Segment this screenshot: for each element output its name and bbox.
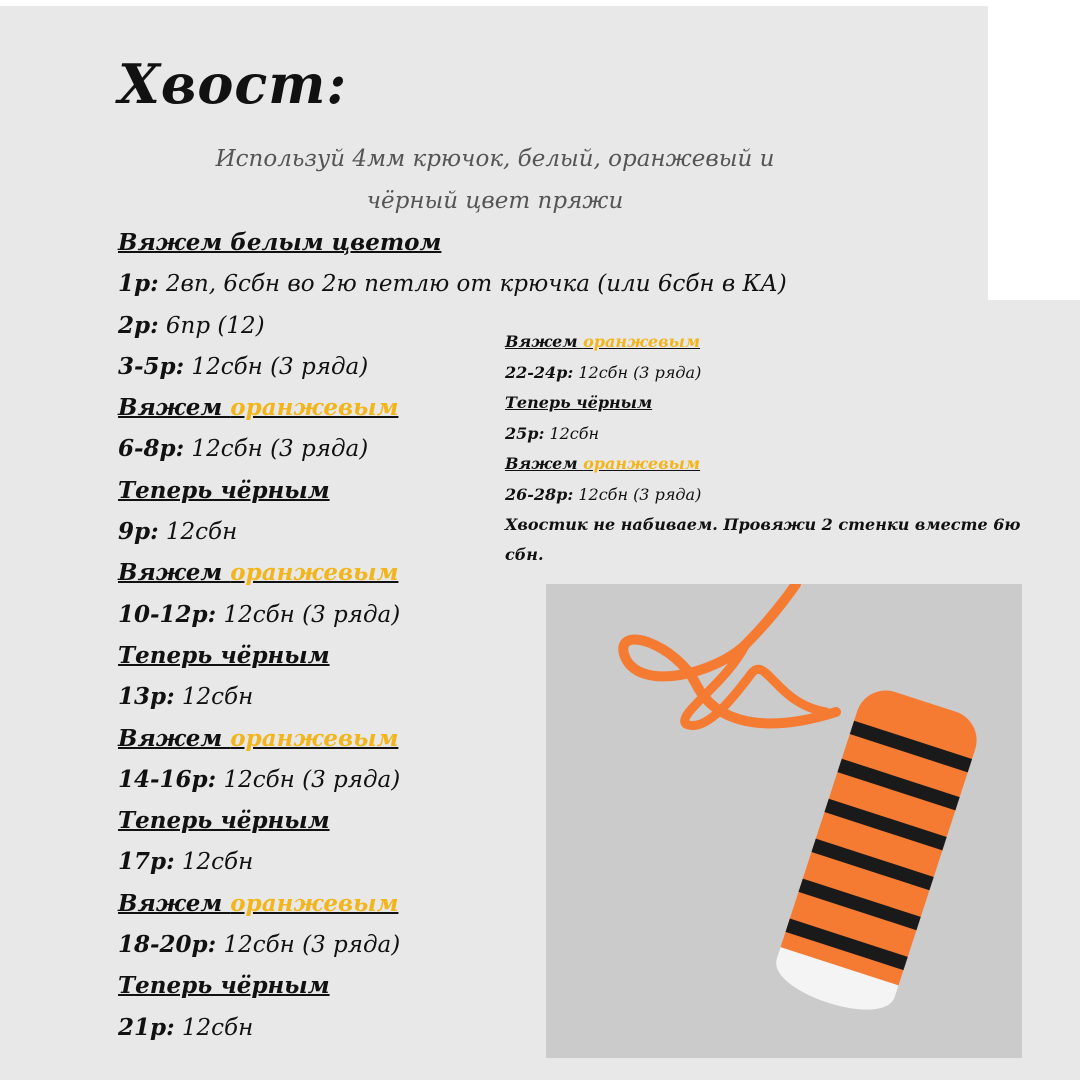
row-text: 12сбн bbox=[158, 519, 238, 546]
row-label: 13р: bbox=[118, 683, 175, 711]
row-text: 12сбн (3 ряда) bbox=[216, 932, 401, 959]
section-header-text: Теперь чёрным bbox=[118, 807, 330, 835]
section-header-orange bbox=[505, 327, 1065, 358]
section-header-prefix: Вяжем bbox=[505, 454, 584, 473]
color-word-orange: оранжевым bbox=[583, 332, 701, 351]
section-header-text bbox=[118, 394, 398, 421]
row-instruction bbox=[505, 358, 1065, 389]
section-header bbox=[505, 388, 1065, 419]
section-header-prefix: Вяжем bbox=[505, 332, 584, 351]
page-title: Хвост: bbox=[118, 52, 348, 116]
section-header-text bbox=[505, 332, 700, 351]
row-text: 12сбн (3 ряда) bbox=[216, 601, 401, 628]
row-label: 3-5р: bbox=[118, 352, 185, 380]
row-label: 25р: bbox=[505, 423, 545, 443]
subtitle bbox=[120, 138, 870, 222]
row-instruction bbox=[505, 480, 1065, 511]
section-header-text bbox=[118, 559, 398, 586]
crochet-tiger-tail-photo bbox=[546, 584, 1022, 1058]
color-word-orange: оранжевым bbox=[230, 559, 399, 587]
section-header-text: Теперь чёрным bbox=[118, 476, 330, 504]
right-instructions bbox=[505, 327, 1065, 570]
row-text: 12сбн (3 ряда) bbox=[184, 353, 369, 380]
section-header-text: Теперь чёрным bbox=[118, 972, 330, 1000]
row-label: 2р: bbox=[118, 311, 159, 339]
section-header bbox=[118, 222, 898, 263]
row-label: 10-12р: bbox=[118, 600, 217, 628]
row-label: 6-8р: bbox=[118, 435, 185, 463]
row-text: 12сбн bbox=[544, 423, 600, 443]
section-header-text bbox=[118, 890, 398, 917]
row-label: 22-24р: bbox=[505, 362, 574, 382]
subtitle-line-2: чёрный цвет пряжи bbox=[366, 188, 624, 214]
section-header-prefix: Вяжем bbox=[118, 889, 231, 917]
section-header-text: Теперь чёрным bbox=[118, 641, 330, 669]
row-text: 12сбн (3 ряда) bbox=[573, 484, 702, 504]
row-label: 14-16р: bbox=[118, 765, 217, 793]
color-word-orange: оранжевым bbox=[583, 454, 701, 473]
row-text: 12сбн bbox=[174, 684, 254, 711]
color-word-orange: оранжевым bbox=[230, 724, 399, 752]
row-label: 18-20р: bbox=[118, 931, 217, 959]
section-header-text bbox=[118, 725, 398, 752]
section-header-prefix: Вяжем bbox=[118, 724, 231, 752]
section-header-prefix: Вяжем bbox=[118, 559, 231, 587]
row-instruction bbox=[505, 419, 1065, 450]
subtitle-line-1: Используй 4мм крючок, белый, оранжевый и bbox=[215, 146, 775, 172]
row-instruction bbox=[118, 263, 898, 304]
finishing-note: Хвостик не набиваем. Провяжи 2 стенки вместе 6ю сбн. bbox=[505, 515, 1021, 564]
row-text: 12сбн bbox=[174, 1014, 254, 1041]
row-text: 12сбн (3 ряда) bbox=[184, 436, 369, 463]
row-label: 26-28р: bbox=[505, 484, 574, 504]
row-label: 21р: bbox=[118, 1013, 175, 1041]
section-header-orange bbox=[505, 449, 1065, 480]
section-header-prefix: Вяжем bbox=[118, 394, 231, 422]
row-text: 12сбн bbox=[174, 849, 254, 876]
row-text: 6пр (12) bbox=[158, 312, 265, 339]
tail-photo bbox=[546, 584, 1022, 1058]
row-label: 17р: bbox=[118, 848, 175, 876]
section-header-text: Теперь чёрным bbox=[505, 393, 653, 412]
row-label: 1р: bbox=[118, 270, 159, 298]
section-header-text: Вяжем белым цветом bbox=[118, 229, 442, 256]
row-text: 12сбн (3 ряда) bbox=[216, 766, 401, 793]
color-word-orange: оранжевым bbox=[230, 394, 399, 422]
section-header-text bbox=[505, 454, 700, 473]
row-text: 2вп, 6сбн во 2ю петлю от крючка (или 6сбн в КА) bbox=[158, 271, 787, 298]
row-label: 9р: bbox=[118, 518, 159, 546]
row-text: 12сбн (3 ряда) bbox=[573, 362, 702, 382]
color-word-orange: оранжевым bbox=[230, 889, 399, 917]
